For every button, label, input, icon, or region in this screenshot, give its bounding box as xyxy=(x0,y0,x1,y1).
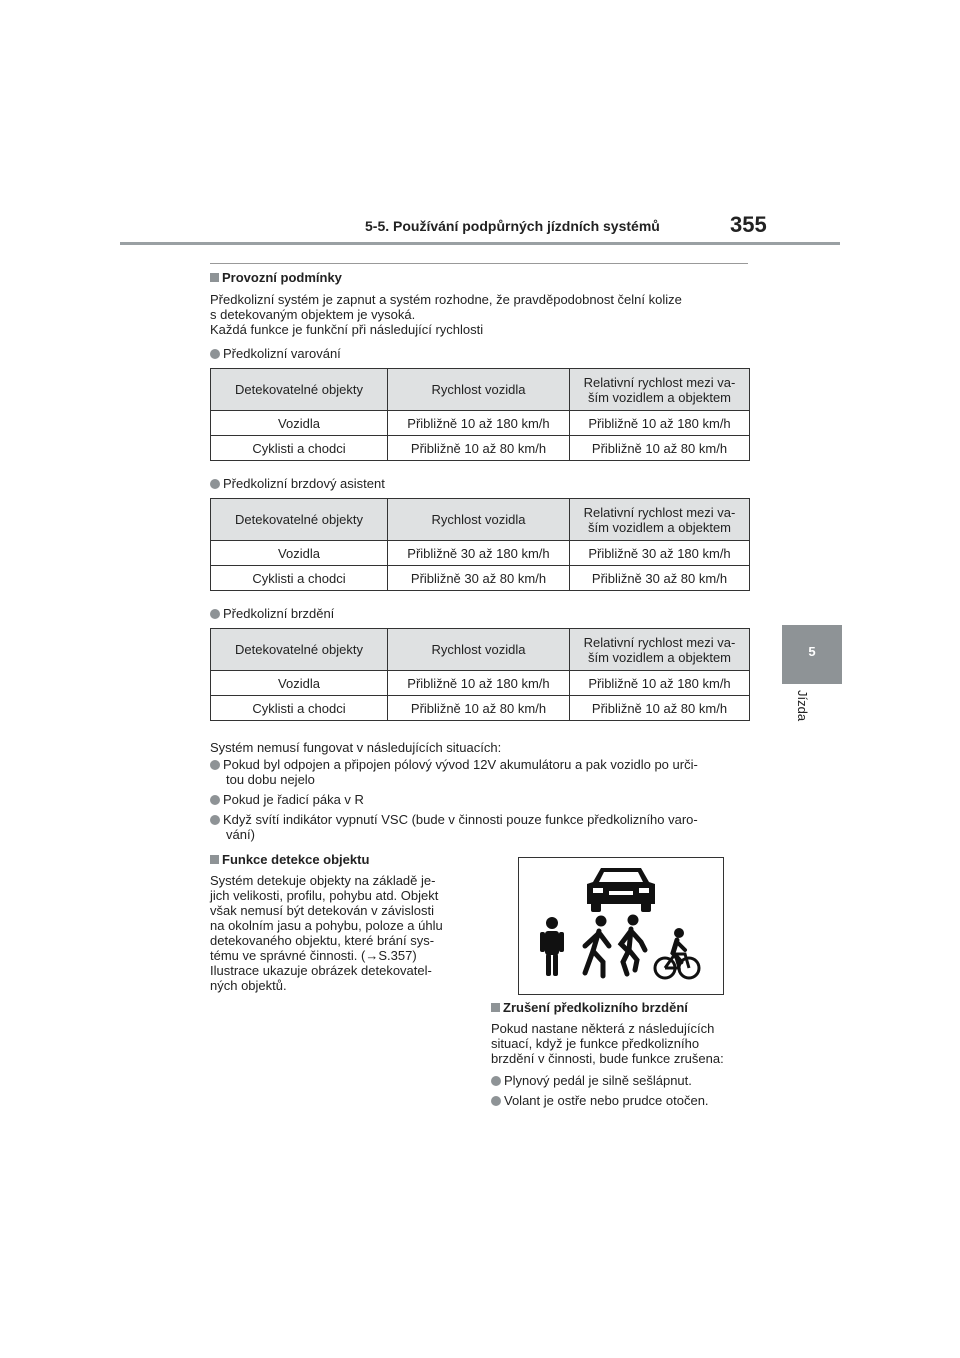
situation-item-cont: vání) xyxy=(226,827,255,842)
chapter-tab: 5 xyxy=(782,625,842,684)
cancel-item: Volant je ostře nebo prudce otočen. xyxy=(491,1093,709,1108)
table-label-braking: Předkolizní brzdění xyxy=(210,606,334,621)
table-header-row xyxy=(211,629,750,671)
table-cell: Přibližně 10 až 80 km/h xyxy=(387,436,569,461)
page-number: 355 xyxy=(730,212,767,237)
situation-item: Pokud byl odpojen a připojen pólový vývod 12V akumulátoru a pak vozidlo po urči- xyxy=(210,757,698,772)
table-cell: Přibližně 30 až 180 km/h xyxy=(569,541,749,566)
table-header-row xyxy=(211,499,750,541)
speed-table-warning xyxy=(210,368,750,461)
detectable-objects-illustration xyxy=(518,857,724,995)
pedestrian-running-icon xyxy=(621,915,645,975)
section-heading-operating: Provozní podmínky xyxy=(210,270,342,285)
round-bullet-icon xyxy=(210,479,220,489)
square-bullet-icon xyxy=(210,273,219,282)
table-cell: Vozidla xyxy=(211,411,388,436)
round-bullet-icon xyxy=(210,349,220,359)
round-bullet-icon xyxy=(491,1076,501,1086)
table-header-row xyxy=(211,369,750,411)
table-cell: Přibližně 10 až 80 km/h xyxy=(569,696,749,721)
operating-text-2: s detekovaným objektem je vysoká. xyxy=(210,307,416,322)
round-bullet-icon xyxy=(210,795,220,805)
situation-item: Pokud je řadicí páka v R xyxy=(210,792,364,807)
car-icon xyxy=(587,868,655,912)
table-cell: Přibližně 30 až 180 km/h xyxy=(387,541,569,566)
table-header-cell: Rychlost vozidla xyxy=(387,499,569,541)
header-divider xyxy=(120,242,840,245)
table-label-warning: Předkolizní varování xyxy=(210,346,341,361)
speed-table-brake-assist xyxy=(210,498,750,591)
situation-item: Když svítí indikátor vypnutí VSC (bude v činnosti pouze funkce předkolizního varo- xyxy=(210,812,698,827)
square-bullet-icon xyxy=(491,1003,500,1012)
situation-item-cont: tou dobu nejelo xyxy=(226,772,315,787)
table-cell: Cyklisti a chodci xyxy=(211,696,388,721)
detectable-objects-svg xyxy=(519,858,723,994)
table-header-cell: Detekovatelné objekty xyxy=(211,629,388,671)
table-cell: Přibližně 30 až 80 km/h xyxy=(387,566,569,591)
pedestrian-walking-icon xyxy=(585,916,609,977)
section-heading-cancel: Zrušení předkolizního brzdění xyxy=(491,1000,688,1015)
table-header-cell: Relativní rychlost mezi va- ším vozidlem a objektem xyxy=(569,369,749,411)
table-label-brake-assist: Předkolizní brzdový asistent xyxy=(210,476,385,491)
table-row xyxy=(211,411,750,436)
table-cell: Přibližně 30 až 80 km/h xyxy=(569,566,749,591)
table-cell: Cyklisti a chodci xyxy=(211,566,388,591)
pedestrian-standing-icon xyxy=(540,917,564,976)
table-header-cell: Detekovatelné objekty xyxy=(211,369,388,411)
table-header-cell: Rychlost vozidla xyxy=(387,629,569,671)
round-bullet-icon xyxy=(210,609,220,619)
operating-text-1: Předkolizní systém je zapnut a systém rozhodne, že pravděpodobnost čelní kolize xyxy=(210,292,682,307)
speed-table-braking xyxy=(210,628,750,721)
table-row xyxy=(211,566,750,591)
situations-intro: Systém nemusí fungovat v následujících situacích: xyxy=(210,740,502,755)
table-header-cell: Relativní rychlost mezi va- ším vozidlem a objektem xyxy=(569,499,749,541)
table-cell: Cyklisti a chodci xyxy=(211,436,388,461)
section-divider xyxy=(210,263,748,264)
table-row xyxy=(211,541,750,566)
table-cell: Přibližně 10 až 180 km/h xyxy=(569,411,749,436)
table-row xyxy=(211,436,750,461)
chapter-title: 5-5. Používání podpůrných jízdních systémů xyxy=(365,218,660,234)
table-cell: Přibližně 10 až 180 km/h xyxy=(387,411,569,436)
cancel-item: Plynový pedál je silně sešlápnut. xyxy=(491,1073,692,1088)
square-bullet-icon xyxy=(210,855,219,864)
table-cell: Vozidla xyxy=(211,541,388,566)
table-cell: Přibližně 10 až 180 km/h xyxy=(387,671,569,696)
table-row xyxy=(211,671,750,696)
round-bullet-icon xyxy=(491,1096,501,1106)
table-cell: Přibližně 10 až 180 km/h xyxy=(569,671,749,696)
section-heading-detection: Funkce detekce objektu xyxy=(210,852,369,867)
table-header-cell: Rychlost vozidla xyxy=(387,369,569,411)
table-row xyxy=(211,696,750,721)
table-header-cell: Detekovatelné objekty xyxy=(211,499,388,541)
chapter-tab-label: Jízda xyxy=(795,690,810,722)
operating-text-3: Každá funkce je funkční při následující rychlosti xyxy=(210,322,484,337)
table-cell: Přibližně 10 až 80 km/h xyxy=(569,436,749,461)
table-cell: Vozidla xyxy=(211,671,388,696)
round-bullet-icon xyxy=(210,760,220,770)
detection-text: Systém detekuje objekty na základě je- jich velikosti, profilu, pohybu atd. Objekt však nemusí být detekován v závislosti na okolním jasu a pohybu, poloze a úhlu detekovaného objektu, které brání sys- tému ve správné činnosti. (→S.357) Ilustrace ukazuje obrázek detekovatel- ných objektů. xyxy=(210,873,443,993)
table-header-cell: Relativní rychlost mezi va- ším vozidlem a objektem xyxy=(569,629,749,671)
cancel-text: Pokud nastane některá z následujících situací, když je funkce předkolizního brzdění v činnosti, bude funkce zrušena: xyxy=(491,1021,724,1066)
table-cell: Přibližně 10 až 80 km/h xyxy=(387,696,569,721)
cyclist-icon xyxy=(655,928,699,978)
round-bullet-icon xyxy=(210,815,220,825)
